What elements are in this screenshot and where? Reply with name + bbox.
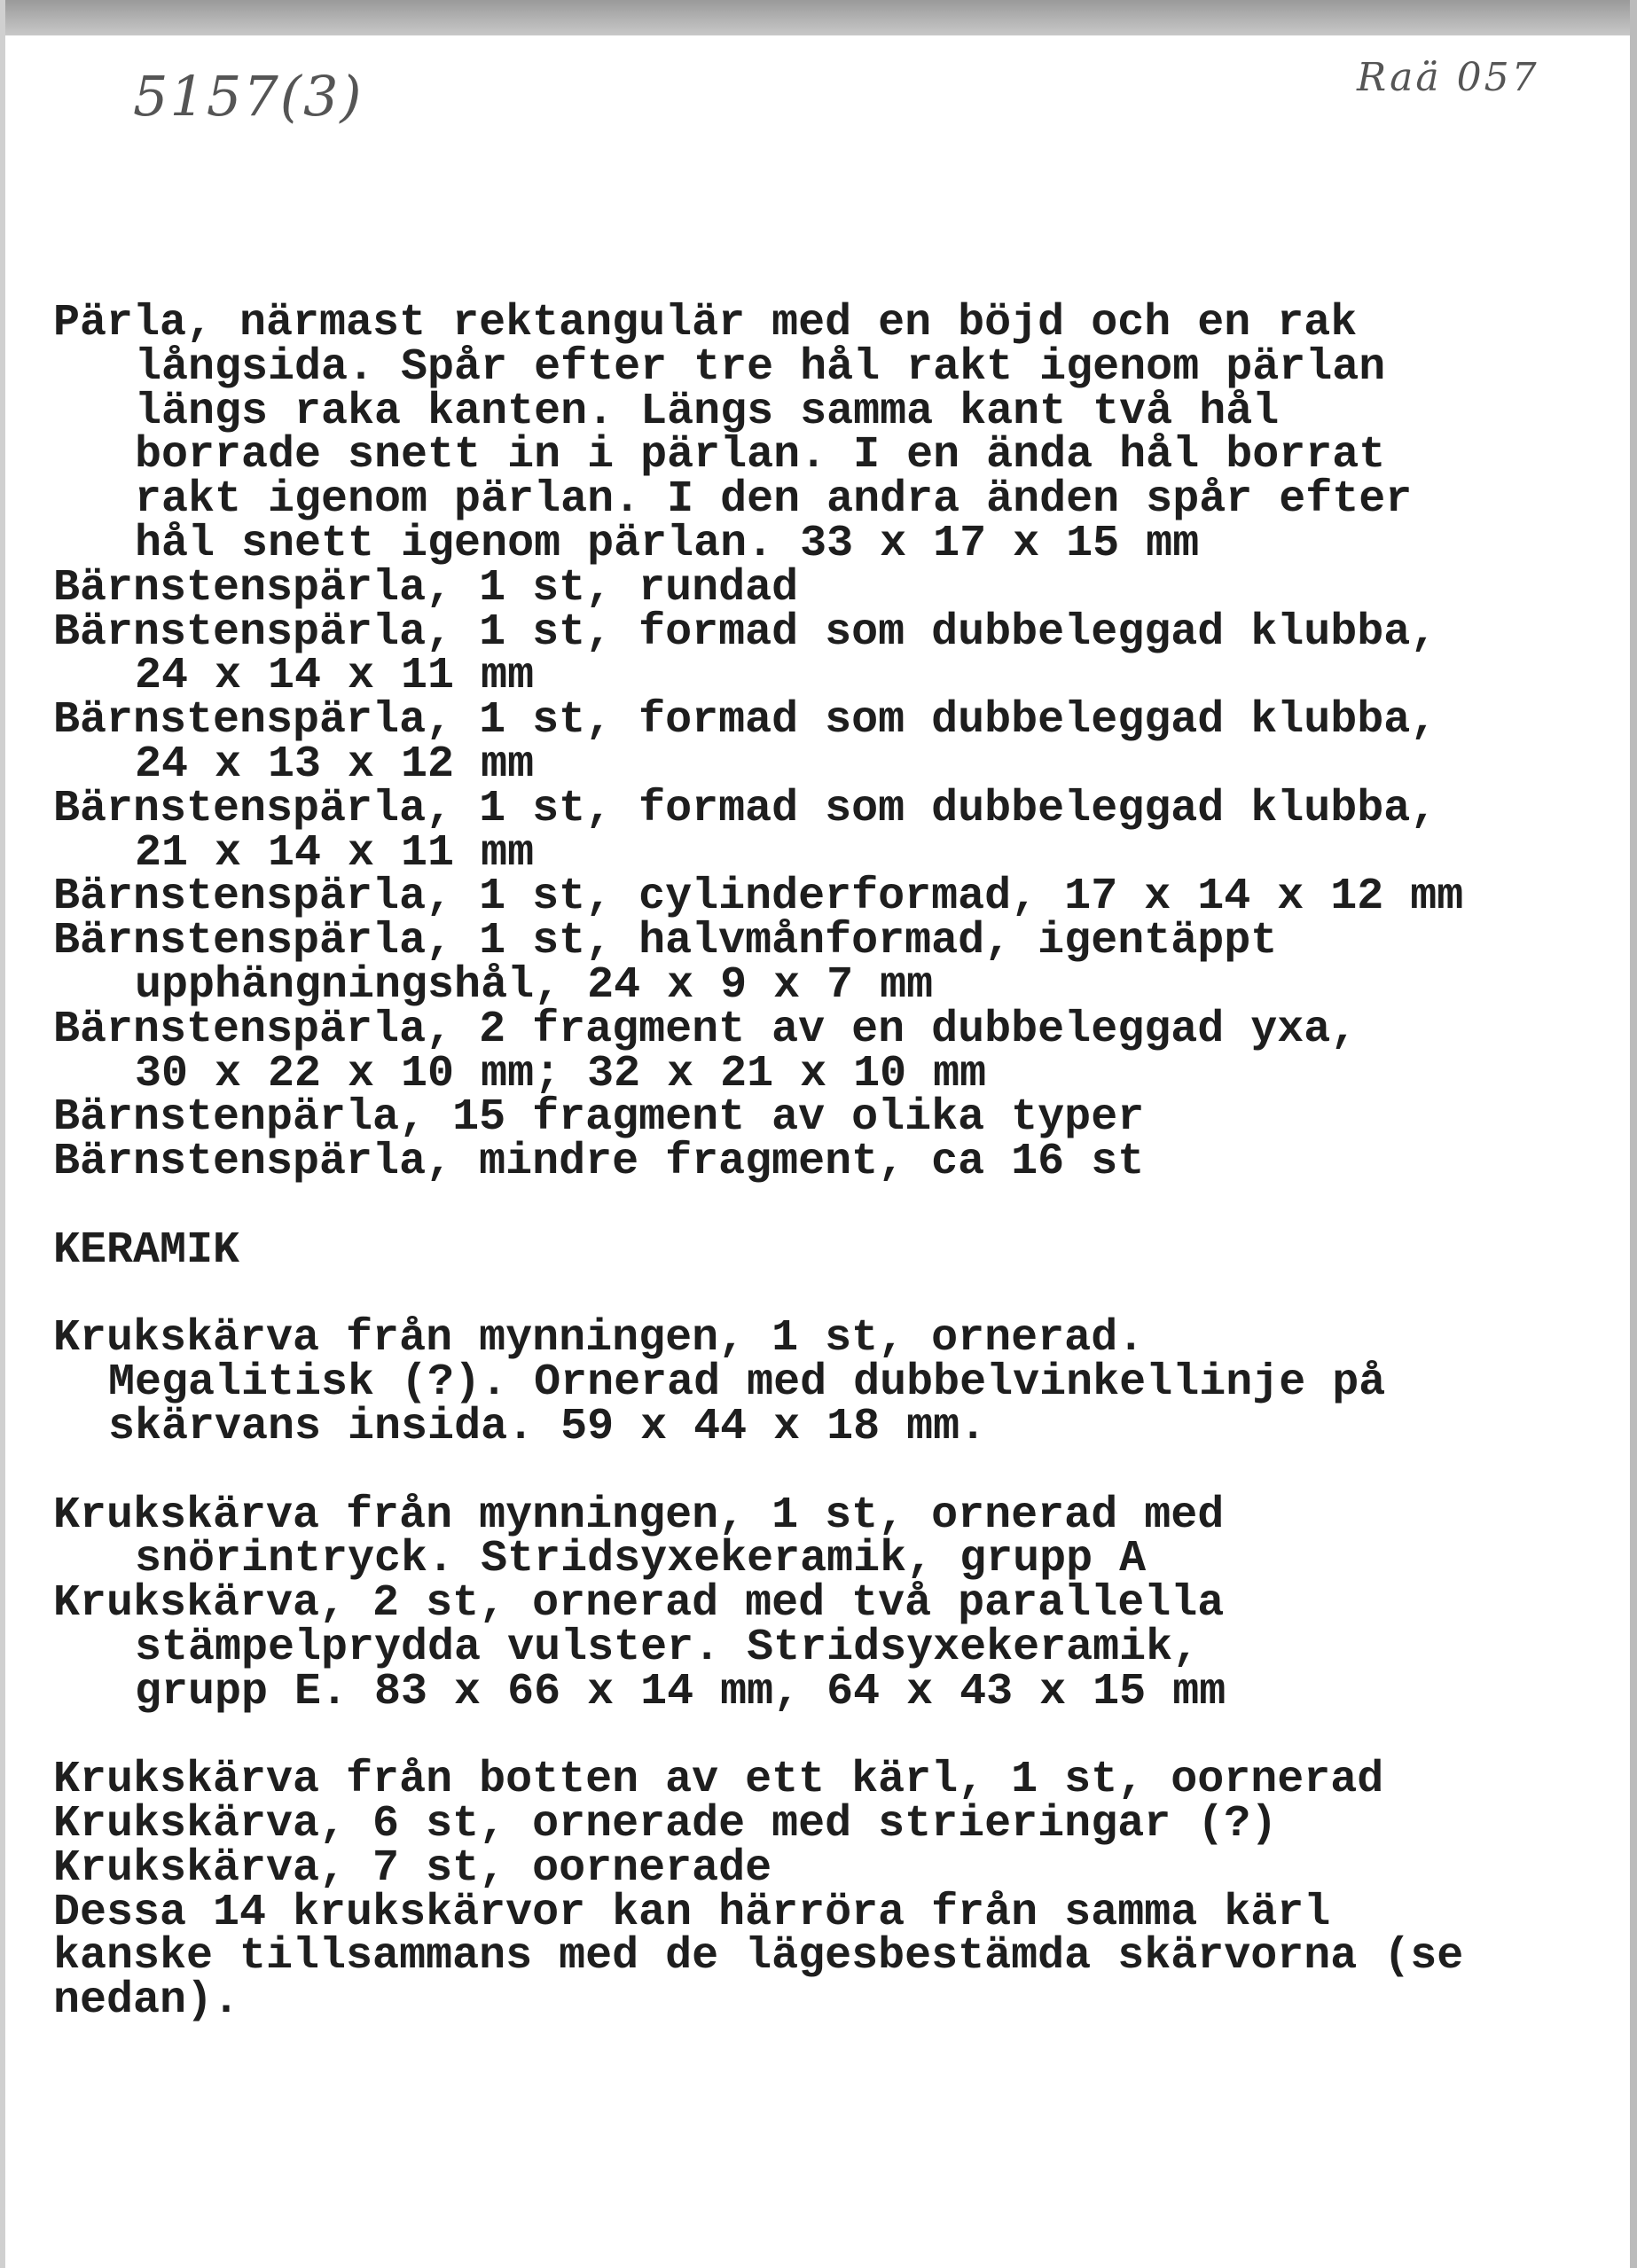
amber-item-line: Bärnstenspärla, 1 st, halvmånformad, igentäppt bbox=[53, 916, 1278, 967]
amber-item-line: Bärnstenspärla, 1 st, rundad bbox=[53, 562, 799, 614]
scan-border-left bbox=[0, 0, 5, 2268]
ceramic-item-line: skärvans insida. 59 x 44 x 18 mm. bbox=[108, 1401, 987, 1452]
amber-item-line: Bärnstenspärla, mindre fragment, ca 16 st bbox=[53, 1137, 1145, 1188]
ceramic-item-line: Krukskärva från botten av ett kärl, 1 st, oornerad bbox=[53, 1755, 1384, 1806]
amber-item-line: Bärnstenspärla, 1 st, cylinderformad, 17 x 14 x 12 mm bbox=[53, 872, 1464, 923]
ceramic-item-line: Krukskärva från mynningen, 1 st, ornerad med bbox=[53, 1490, 1225, 1541]
amber-item-line: långsida. Spår efter tre hål rakt igenom pärlan bbox=[135, 341, 1386, 393]
blank-line bbox=[53, 1450, 1614, 1494]
ceramic-item-line: stämpelprydda vulster. Stridsyxekeramik, bbox=[135, 1622, 1200, 1673]
amber-item-line: 30 x 22 x 10 mm; 32 x 21 x 10 mm bbox=[135, 1048, 987, 1099]
amber-item-line: Bärnstenspärla, 1 st, formad som dubbeleggad klubba, bbox=[53, 695, 1437, 747]
amber-item-line: längs raka kanten. Längs samma kant två hål bbox=[135, 386, 1280, 437]
blank-line bbox=[53, 1273, 1614, 1318]
amber-item-line: Bärnstenpärla, 15 fragment av olika typer bbox=[53, 1092, 1145, 1144]
ceramic-note-line: Dessa 14 krukskärvor kan härröra från samma kärl bbox=[53, 1887, 1331, 1938]
scan-border-right bbox=[1630, 0, 1637, 2268]
amber-item-line: borrade snett in i pärlan. I en ända hål borrat bbox=[135, 430, 1386, 481]
section-heading-keramik: KERAMIK bbox=[53, 1224, 240, 1276]
ceramic-note-line: nedan). bbox=[53, 1975, 240, 2027]
ceramic-item-line: Krukskärva, 6 st, ornerade med strieringar (?) bbox=[53, 1799, 1278, 1850]
amber-item-line: rakt igenom pärlan. I den andra änden spår efter bbox=[135, 474, 1413, 526]
handwritten-reference-number: 5157(3) bbox=[133, 64, 364, 129]
amber-item-line: 24 x 14 x 11 mm bbox=[135, 651, 535, 702]
amber-item-line: hål snett igenom pärlan. 33 x 17 x 15 mm bbox=[135, 518, 1200, 569]
amber-item-line: Bärnstenspärla, 1 st, formad som dubbeleggad klubba, bbox=[53, 783, 1437, 834]
amber-item-line: Bärnstenspärla, 2 fragment av en dubbeleggad yxa, bbox=[53, 1004, 1358, 1055]
ceramic-note-line: kanske tillsammans med de lägesbestämda skärvorna (se bbox=[53, 1931, 1464, 1983]
blank-line bbox=[53, 1715, 1614, 1759]
ceramic-item-line: Megalitisk (?). Ornerad med dubbelvinkellinje på bbox=[108, 1357, 1386, 1409]
amber-item-line: Bärnstenspärla, 1 st, formad som dubbeleggad klubba, bbox=[53, 606, 1437, 658]
ceramic-item-line: snörintryck. Stridsyxekeramik, grupp A bbox=[135, 1534, 1147, 1585]
document-body bbox=[53, 298, 1614, 2027]
handwritten-raa-number: Raä 057 bbox=[1357, 55, 1539, 100]
amber-item-line: Pärla, närmast rektangulär med en böjd och en rak bbox=[53, 298, 1358, 348]
blank-line bbox=[53, 1185, 1614, 1229]
amber-item-line: 21 x 14 x 11 mm bbox=[135, 827, 535, 879]
ceramic-item-line: grupp E. 83 x 66 x 14 mm, 64 x 43 x 15 mm bbox=[135, 1666, 1226, 1717]
scan-border-top bbox=[0, 0, 1637, 35]
ceramic-item-line: Krukskärva, 7 st, oornerade bbox=[53, 1842, 772, 1894]
amber-item-line: upphängningshål, 24 x 9 x 7 mm bbox=[135, 959, 934, 1011]
amber-item-line: 24 x 13 x 12 mm bbox=[135, 739, 535, 790]
ceramic-item-line: Krukskärva från mynningen, 1 st, ornerad. bbox=[53, 1313, 1145, 1365]
ceramic-item-line: Krukskärva, 2 st, ornerad med två parallella bbox=[53, 1578, 1225, 1630]
